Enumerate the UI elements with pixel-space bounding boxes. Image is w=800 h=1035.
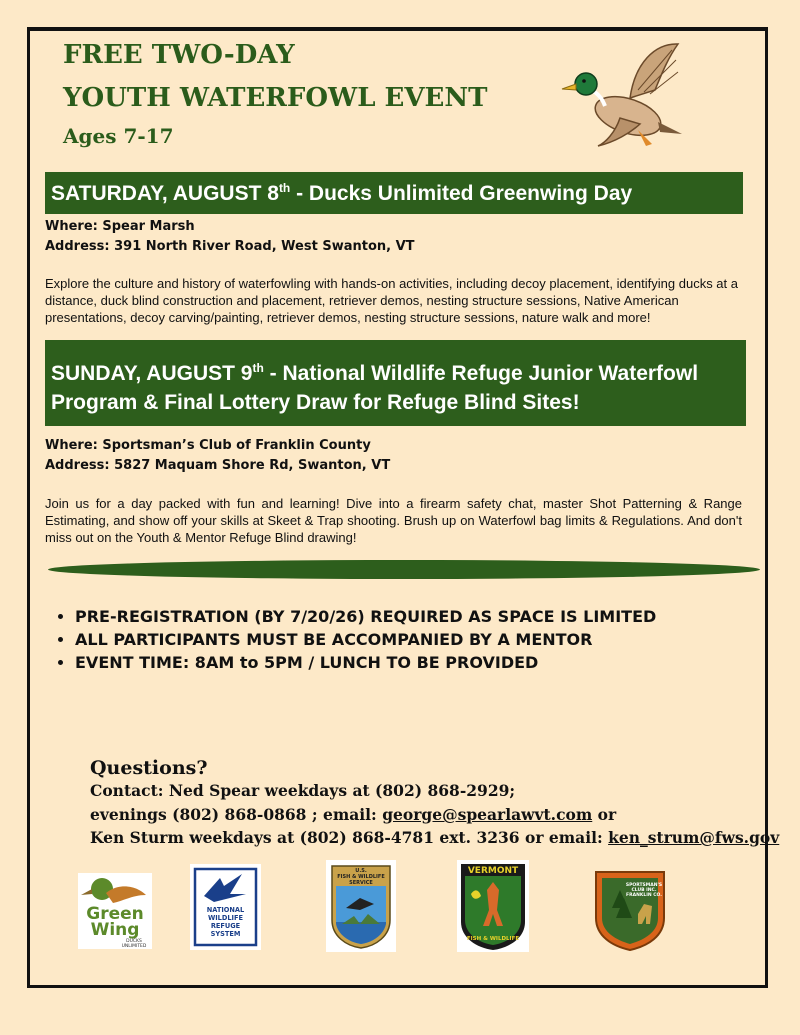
- contact-line-1: Contact: Ned Spear weekdays at (802) 868-2929;: [90, 781, 516, 800]
- svg-text:UNLIMITED: UNLIMITED: [121, 944, 147, 949]
- saturday-description: Explore the culture and history of waterfowling with hands-on activities, including decoy placement, identifying ducks at a distance, duck blind construction and placement, retriever demos, nesting structure sessions, Native American presentations, decoy carving/painting, retriever demos, nesting structure sessions, nature walk and more!: [45, 276, 738, 325]
- questions-heading: Questions?: [90, 757, 208, 779]
- svg-text:FRANKLIN CO.: FRANKLIN CO.: [626, 893, 662, 898]
- svg-text:FISH & WILDLIFE: FISH & WILDLIFE: [466, 936, 520, 942]
- sunday-description: Join us for a day packed with fun and learning! Dive into a firearm safety chat, master Shot Patterning & Range Estimating, and show off your skills at Skeet & Trap shooting. Brush up on Waterfowl bag limits & Regulations. And don't miss out on the Youth & Mentor Refuge Blind drawing!: [45, 496, 742, 545]
- title-line-1: FREE TWO-DAY: [63, 40, 295, 70]
- requirements-list: [55, 605, 656, 674]
- svg-text:SERVICE: SERVICE: [349, 880, 373, 886]
- svg-text:SPORTSMAN'S: SPORTSMAN'S: [625, 883, 663, 888]
- saturday-address: Address: 391 North River Road, West Swanton, VT: [45, 239, 415, 254]
- sportsmans-club-logo: [592, 868, 668, 952]
- sunday-banner: SUNDAY, AUGUST 9th - National Wildlife Refuge Junior Waterfowl Program & Final Lottery Draw for Refuge Blind Sites!: [45, 340, 746, 426]
- usfws-logo: [326, 860, 396, 952]
- svg-text:U.S.: U.S.: [355, 868, 367, 874]
- svg-text:REFUGE: REFUGE: [210, 922, 241, 930]
- svg-text:NATIONAL: NATIONAL: [206, 906, 245, 914]
- green-divider: [48, 560, 760, 579]
- svg-text:VERMONT: VERMONT: [467, 866, 519, 876]
- flying-duck-icon: [560, 38, 685, 153]
- svg-text:Wing: Wing: [90, 920, 140, 940]
- sunday-where: Where: Sportsman’s Club of Franklin County: [45, 438, 371, 453]
- svg-text:SYSTEM: SYSTEM: [210, 930, 241, 938]
- email-link-ken[interactable]: ken_strum@fws.gov: [608, 828, 780, 847]
- sunday-address: Address: 5827 Maquam Shore Rd, Swanton, VT: [45, 458, 391, 473]
- contact-line-2: evenings (802) 868-0868 ; email: george@spearlawvt.com or: [90, 805, 617, 824]
- contact-line-3: Ken Sturm weekdays at (802) 868-4781 ext. 3236 or email: ken_strum@fws.gov: [90, 828, 780, 847]
- svg-text:DUCKS: DUCKS: [126, 939, 142, 944]
- list-item: • ALL PARTICIPANTS MUST BE ACCOMPANIED BY A MENTOR: [75, 628, 656, 651]
- email-link-george[interactable]: george@spearlawvt.com: [382, 805, 593, 824]
- svg-text:CLUB INC.: CLUB INC.: [631, 888, 657, 893]
- saturday-banner: SATURDAY, AUGUST 8th - Ducks Unlimited Greenwing Day: [45, 172, 743, 214]
- svg-text:Green: Green: [86, 904, 144, 924]
- list-item: • EVENT TIME: 8AM to 5PM / LUNCH TO BE PROVIDED: [75, 651, 656, 674]
- svg-text:FISH & WILDLIFE: FISH & WILDLIFE: [337, 874, 385, 880]
- title-line-2: YOUTH WATERFOWL EVENT: [63, 83, 488, 113]
- greenwing-logo: [78, 873, 152, 949]
- vermont-fish-wildlife-logo: [457, 860, 529, 952]
- list-item: • PRE-REGISTRATION (BY 7/20/26) REQUIRED AS SPACE IS LIMITED: [75, 605, 656, 628]
- nwrs-logo: [190, 864, 261, 950]
- saturday-where: Where: Spear Marsh: [45, 219, 195, 234]
- ages-subtitle: Ages 7-17: [63, 124, 174, 148]
- svg-text:WILDLIFE: WILDLIFE: [207, 914, 244, 922]
